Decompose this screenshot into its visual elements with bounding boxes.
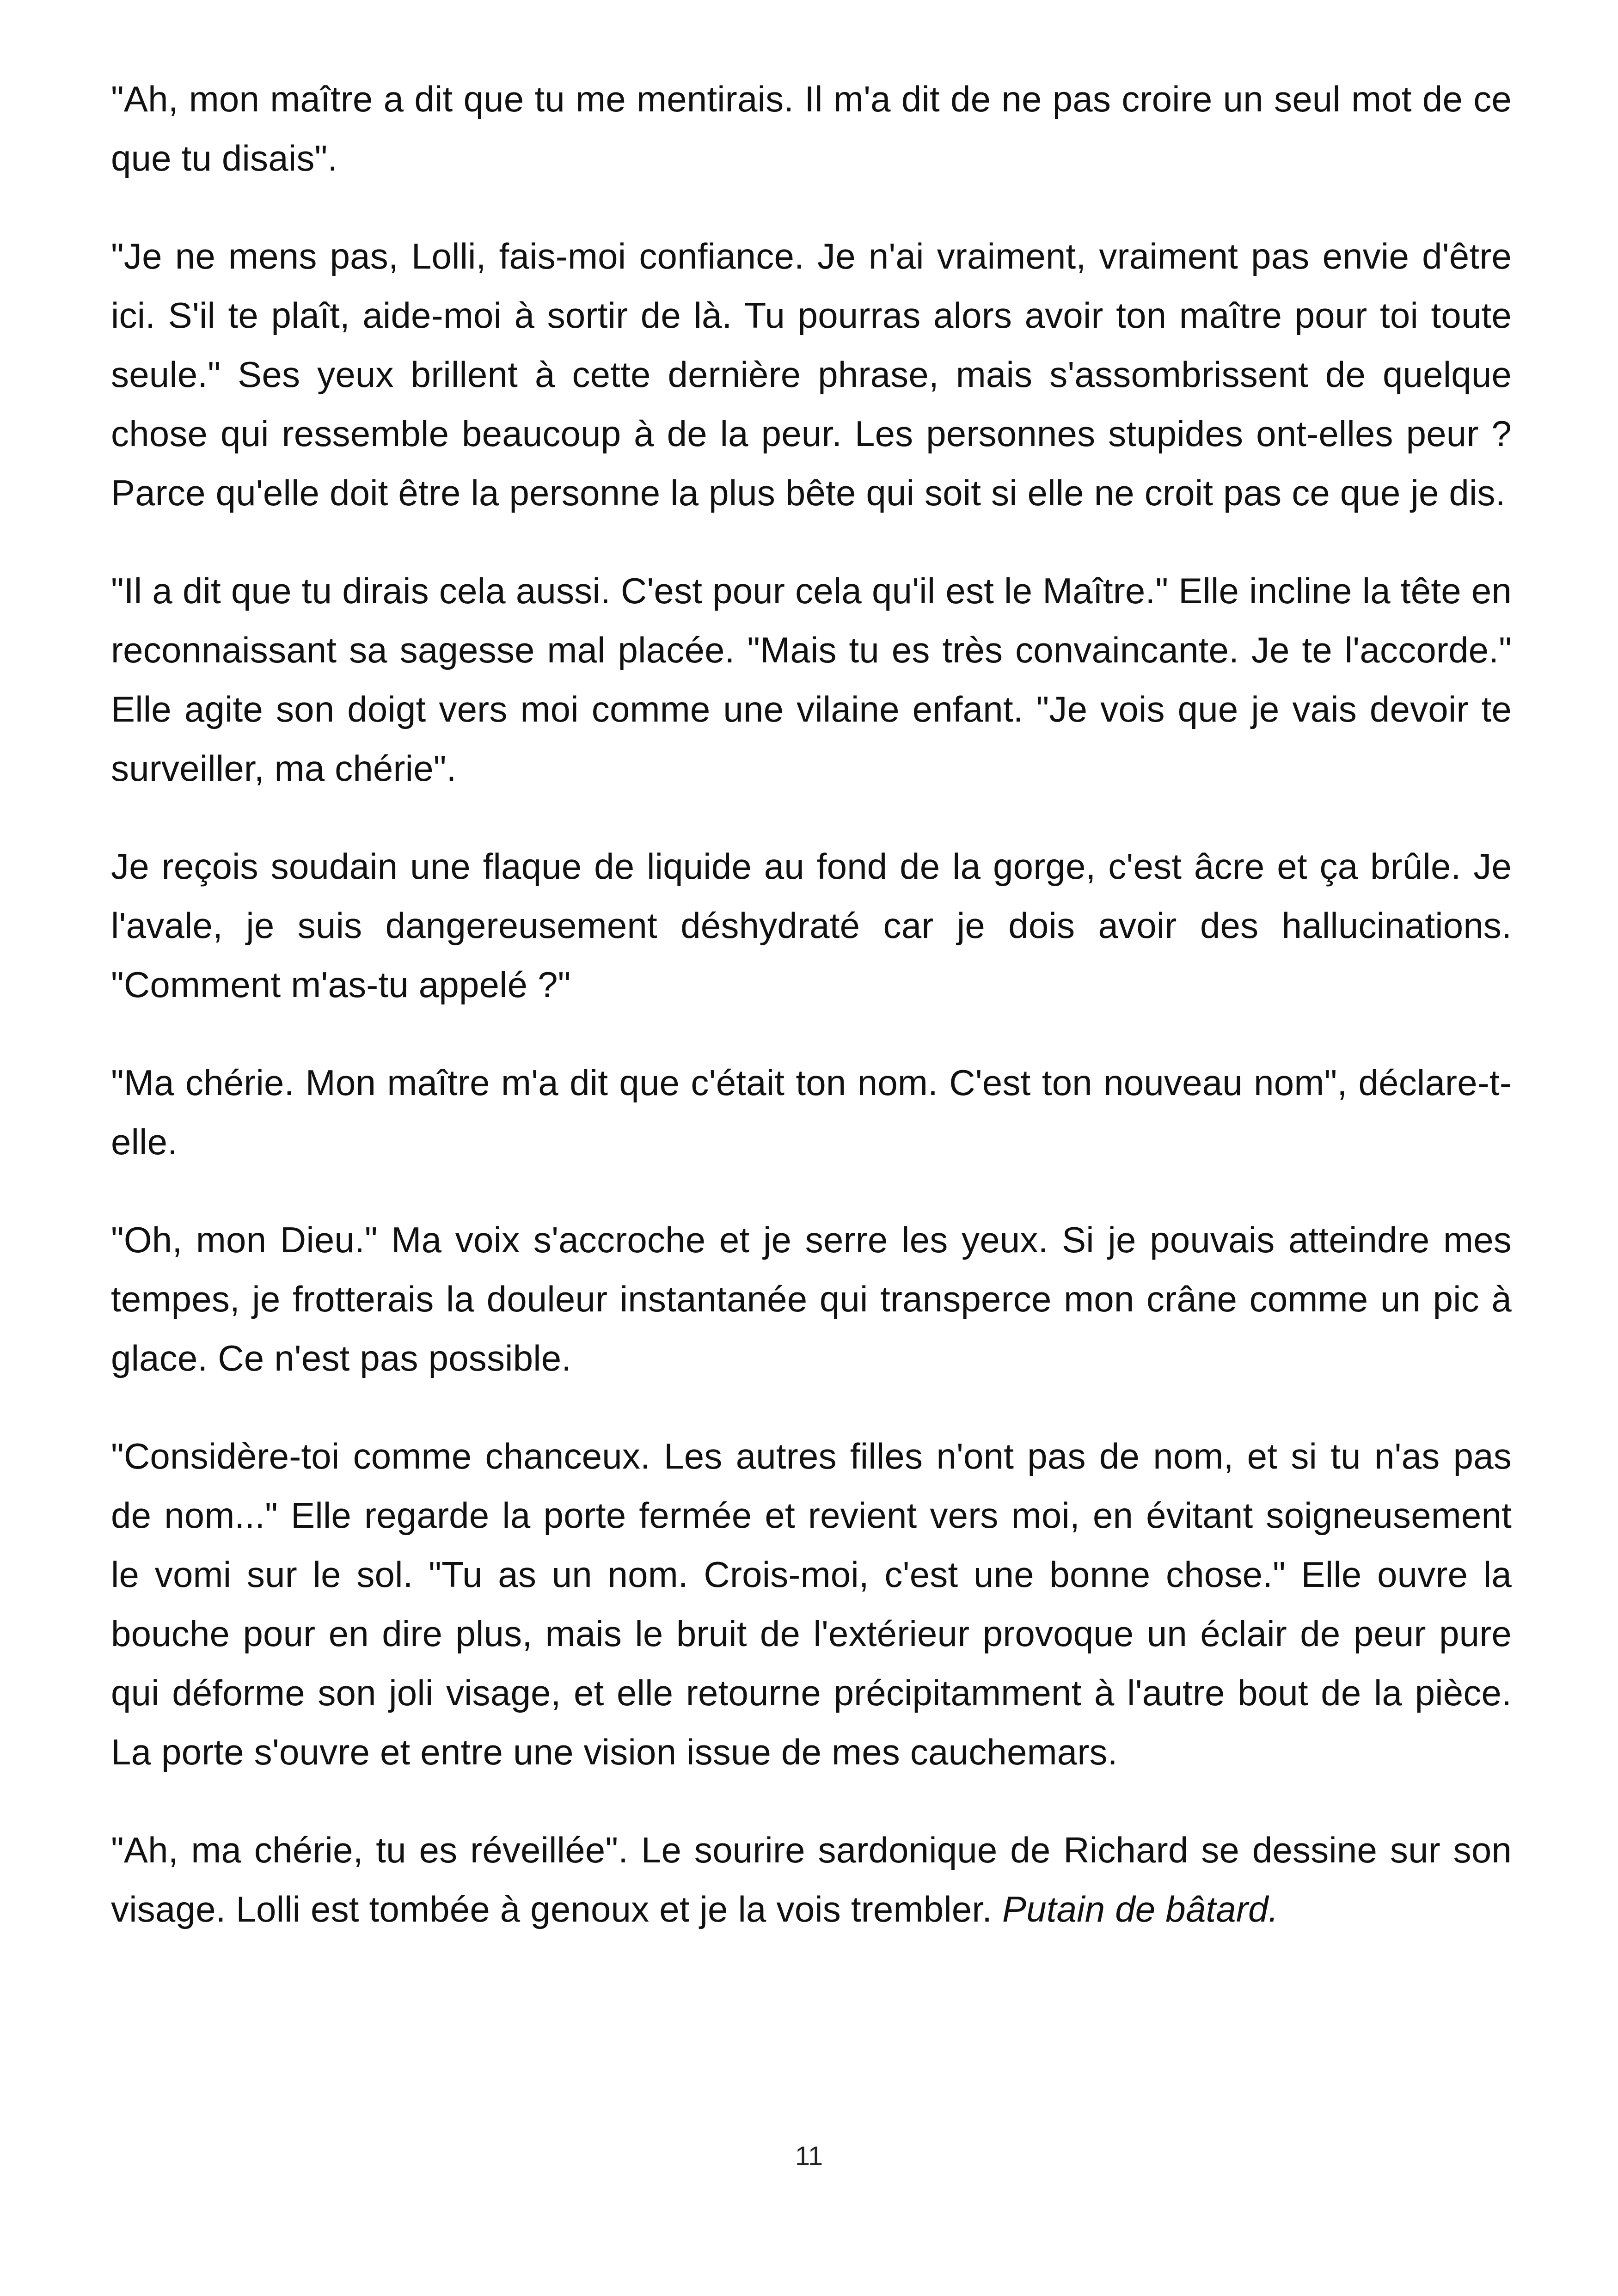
paragraph-7: "Considère-toi comme chanceux. Les autres filles n'ont pas de nom, et si tu n'as pas de nom..." Elle regarde la porte fermée et revient vers moi, en évitant soigneusement le vomi sur le sol. "Tu as un nom. Crois-moi, c'est une bonne chose." Elle ouvre la bouche pour en dire plus, mais le bruit de l'extérieur provoque un éclair de peur pure qui déforme son joli visage, et elle retourne précipitamment à l'autre bout de la pièce. La porte s'ouvre et entre une vision issue de mes cauchemars. bbox=[111, 1436, 1512, 1772]
paragraph-5: "Ma chérie. Mon maître m'a dit que c'était ton nom. C'est ton nouveau nom", déclare-t-elle. bbox=[111, 1062, 1512, 1162]
page-body bbox=[111, 69, 1512, 1978]
paragraph-8 bbox=[111, 1820, 1512, 1939]
paragraph-1: "Ah, mon maître a dit que tu me mentirais. Il m'a dit de ne pas croire un seul mot de ce que tu disais". bbox=[111, 79, 1512, 178]
paragraph-6: "Oh, mon Dieu." Ma voix s'accroche et je serre les yeux. Si je pouvais atteindre mes tempes, je frotterais la douleur instantanée qui transperce mon crâne comme un pic à glace. Ce n'est pas possible. bbox=[111, 1219, 1512, 1378]
paragraph-8-text: "Ah, ma chérie, tu es réveillée". Le sourire sardonique de Richard se dessine sur son visage. Lolli est tombée à genoux et je la vois trembler. bbox=[111, 1830, 1512, 1929]
paragraph-2: "Je ne mens pas, Lolli, fais-moi confiance. Je n'ai vraiment, vraiment pas envie d'être ici. S'il te plaît, aide-moi à sortir de là. Tu pourras alors avoir ton maître pour toi toute seule." Ses yeux brillent à cette dernière phrase, mais s'assombrissent de quelque chose qui ressemble beaucoup à de la peur. Les personnes stupides ont-elles peur ? Parce qu'elle doit être la personne la plus bête qui soit si elle ne croit pas ce que je dis. bbox=[111, 236, 1512, 513]
paragraph-4: Je reçois soudain une flaque de liquide au fond de la gorge, c'est âcre et ça brûle. Je l'avale, je suis dangereusement déshydraté car je dois avoir des hallucinations. "Comment m'as-tu appelé ?" bbox=[111, 846, 1512, 1005]
paragraph-8-italic-text: Putain de bâtard. bbox=[1002, 1889, 1279, 1929]
page-number: 11 bbox=[795, 2141, 823, 2171]
paragraph-3: "Il a dit que tu dirais cela aussi. C'est pour cela qu'il est le Maître." Elle incline la tête en reconnaissant sa sagesse mal placée. "Mais tu es très convaincante. Je te l'accorde." Elle agite son doigt vers moi comme une vilaine enfant. "Je vois que je vais devoir te surveiller, ma chérie". bbox=[111, 570, 1512, 789]
